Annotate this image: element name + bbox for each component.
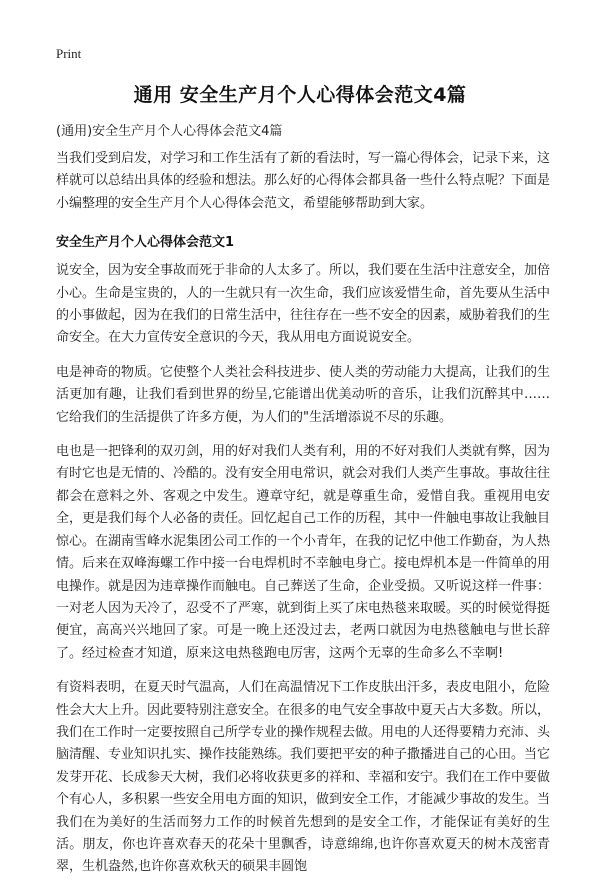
- document-subtitle: (通用)安全生产月个人心得体会范文4篇: [56, 124, 283, 139]
- body-paragraph: 电也是一把锋利的双刃剑，用的好对我们人类有利，用的不好对我们人类就有弊，因为有时它也是无情的、冷酷的。没有安全用电常识，就会对我们人类产生事故。事故往往都会在意料之外、客观之中发生。遵章守纪，就是尊重生命，爱惜自我。重视用电安全，更是我们每个人必备的责任。回忆起自己工作的历程，其中一件触电事故让我触目惊心。在湖南雪峰水泥集团公司工作的一个小青年，在我的记忆中他工作勤奋，为人热情。后来在双峰海螺工作中接一台电焊机时不幸触电身亡。接电焊机本是一件简单的用电操作。就是因为违章操作而触电。自己葬送了生命，企业受损。又听说这样一件事：一对老人因为天冷了，忍受不了严寒，就到街上买了床电热毯来取暖。买的时候觉得挺便宜，高高兴兴地回了家。可是一晚上还没过去，老两口就因为电热毯触电与世长辞了。经过检查才知道，原来这电热毯跑电厉害，这两个无辜的生命多么不幸啊!: [56, 444, 551, 661]
- page-title: 通用 安全生产月个人心得体会范文4篇: [133, 84, 467, 106]
- body-paragraph: 说安全，因为安全事故而死于非命的人太多了。所以，我们要在生活中注意安全，加倍小心。生命是宝贵的，人的一生就只有一次生命，我们应该爱惜生命，首先要从生活中的小事做起，因为在我们的日常生活中，往往存在一些不安全的因素，威胁着我们的生命安全。在大力宣传安全意识的今天，我从用电方面说说安全。: [56, 263, 551, 346]
- document-body: [56, 148, 550, 891]
- print-link[interactable]: Print: [56, 46, 82, 61]
- intro-paragraph: 当我们受到启发，对学习和工作生活有了新的看法时，写一篇心得体会，记录下来，这样就可以总结出具体的经验和想法。那么好的心得体会都具备一些什么特点呢？下面是小编整理的安全生产月个人心得体会范文，希望能够帮助到大家。: [56, 151, 551, 211]
- body-paragraph: 有资料表明，在夏天时气温高，人们在高温情况下工作皮肤出汗多，表皮电阻小，危险性会大大上升。因此要特别注意安全。在很多的电气安全事故中夏天占大多数。所以，我们在工作时一定要按照自己所学专业的操作规程去做。用电的人还得要精力充沛、头脑清醒、专业知识扎实、操作技能熟练。我们要把平安的种子撒播进自己的心田。当它发芽开花、长成参天大树，我们必将收获更多的祥和、幸福和安宁。我们在工作中要做个有心人，多积累一些安全用电方面的知识，做到安全工作，才能减少事故的发生。当我们在为美好的生活而努力工作的时候首先想到的是安全工作，才能保证有美好的生活。朋友，你也许喜欢春天的花朵十里飘香，诗意绵绵,也许你喜欢夏天的树木茂密青翠，生机盎然,也许你喜欢秋天的硕果丰圆饱: [56, 680, 551, 875]
- body-paragraph: 电是神奇的物质。它使整个人类社会科技进步、使人类的劳动能力大提高，让我们的生活更加有趣，让我们看到世界的纷呈,它能谱出优美动听的音乐，让我们沉醉其中……它给我们的生活提供了许多方便，为人们的"生活增添说不尽的乐趣。: [56, 364, 551, 425]
- section-heading: 安全生产月个人心得体会范文1: [56, 235, 235, 251]
